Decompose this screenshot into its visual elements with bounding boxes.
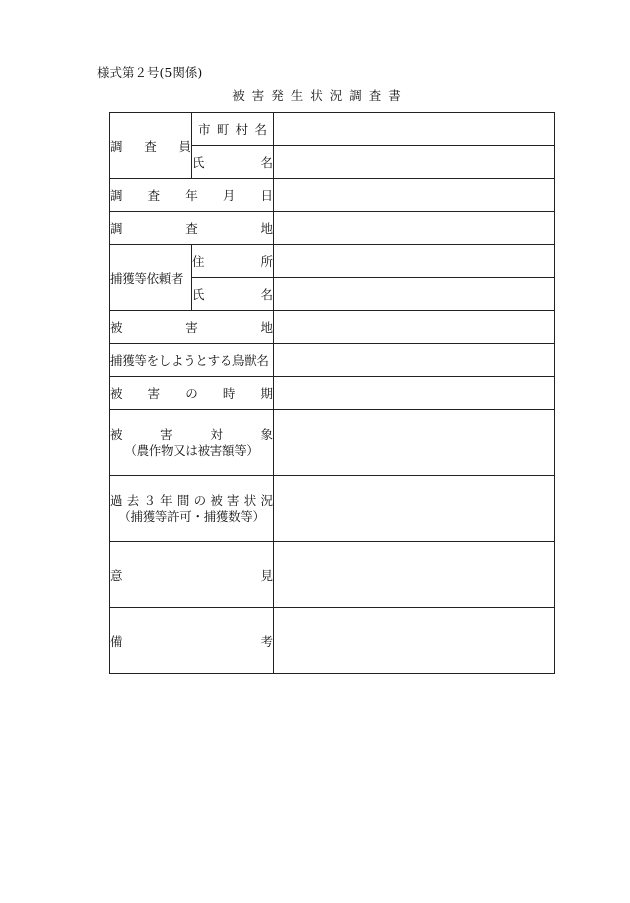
damage-location-field[interactable] (274, 311, 555, 344)
row-past-damage (110, 476, 555, 542)
requester-address-label: 住所 (192, 245, 274, 278)
row-survey-date (110, 179, 555, 212)
damage-target-label: 被害対象 (110, 426, 273, 442)
document-title: 被害発生状況調査書 (232, 88, 408, 103)
requester-label: 捕獲等依頼者 (110, 245, 192, 311)
opinion-field[interactable] (274, 542, 555, 608)
row-survey-location (110, 212, 555, 245)
requester-name-label: 氏名 (192, 278, 274, 311)
survey-date-field[interactable] (274, 179, 555, 212)
damage-period-label: 被害の時期 (110, 377, 274, 410)
form-number: 様式第２号(5関係) (97, 65, 203, 80)
past-damage-label-cell (110, 476, 274, 542)
past-damage-label: 過去３年間の被害状況 (110, 492, 273, 508)
damage-target-label-cell (110, 410, 274, 476)
investigator-name-label: 氏名 (192, 146, 274, 179)
remarks-label: 備考 (110, 608, 274, 674)
past-damage-sublabel: （捕獲等許可・捕獲数等） (118, 508, 265, 524)
survey-date-label: 調査年月日 (110, 179, 274, 212)
municipality-label: 市町村名 (192, 113, 274, 146)
target-species-label: 捕獲等をしようとする鳥獣名 (110, 344, 274, 377)
row-investigator-municipality (110, 113, 555, 146)
row-target-species (110, 344, 555, 377)
damage-target-sublabel: （農作物又は被害額等） (124, 442, 259, 458)
survey-form-table (109, 112, 555, 674)
requester-address-field[interactable] (274, 245, 555, 278)
investigator-label: 調査員 (110, 113, 192, 179)
damage-period-field[interactable] (274, 377, 555, 410)
row-damage-target (110, 410, 555, 476)
row-requester-address (110, 245, 555, 278)
damage-target-field[interactable] (274, 410, 555, 476)
requester-name-field[interactable] (274, 278, 555, 311)
row-damage-location (110, 311, 555, 344)
municipality-field[interactable] (274, 113, 555, 146)
investigator-name-field[interactable] (274, 146, 555, 179)
survey-location-field[interactable] (274, 212, 555, 245)
remarks-field[interactable] (274, 608, 555, 674)
row-damage-period (110, 377, 555, 410)
past-damage-field[interactable] (274, 476, 555, 542)
damage-location-label: 被害地 (110, 311, 274, 344)
survey-location-label: 調査地 (110, 212, 274, 245)
opinion-label: 意見 (110, 542, 274, 608)
row-remarks (110, 608, 555, 674)
target-species-field[interactable] (274, 344, 555, 377)
row-opinion (110, 542, 555, 608)
